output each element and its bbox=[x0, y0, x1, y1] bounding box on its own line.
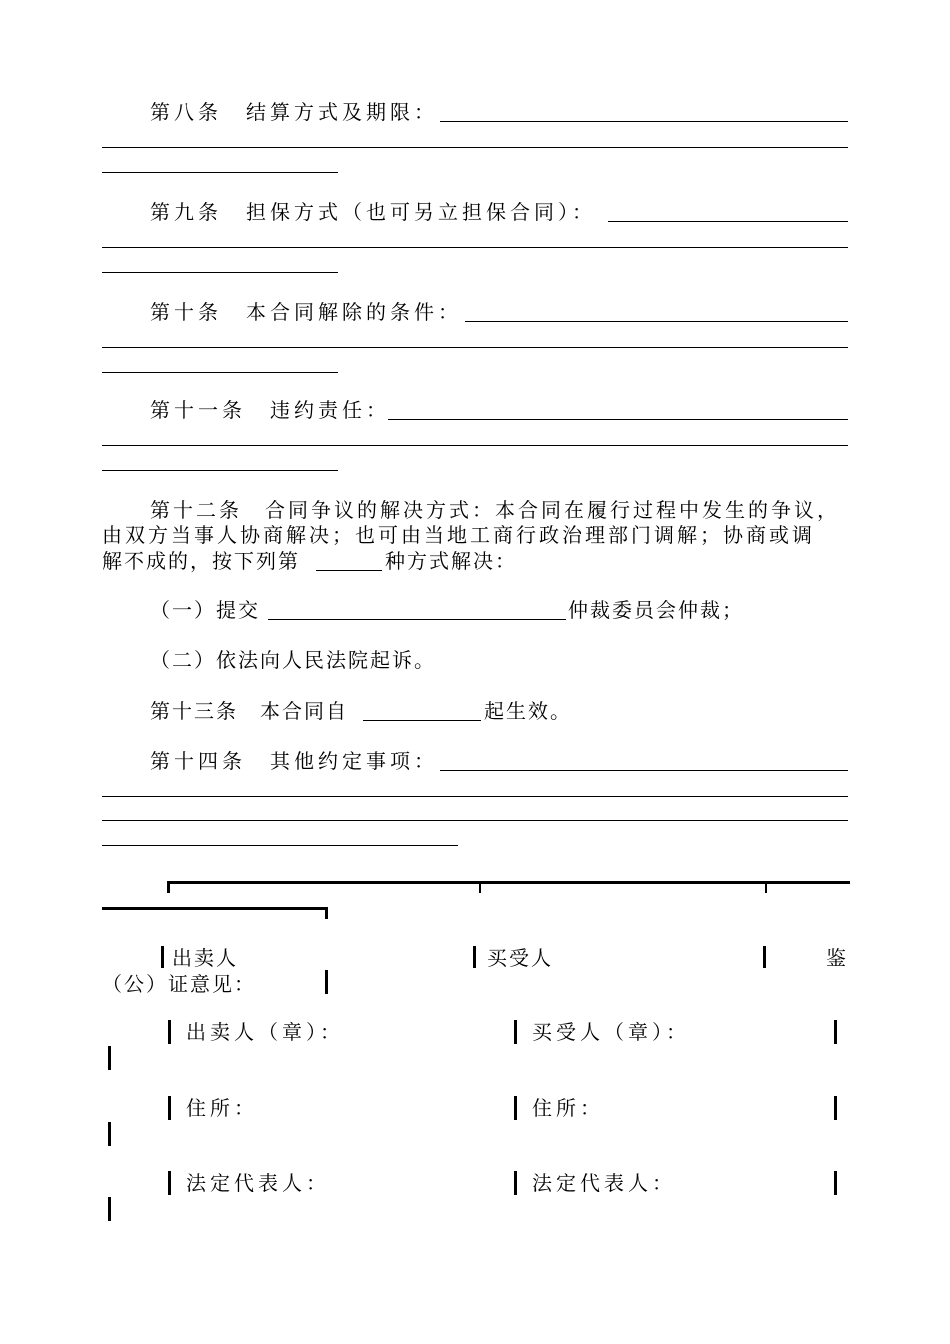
option-1-suffix: 仲裁委员会仲裁； bbox=[568, 598, 744, 622]
clause-8-blank-line-2 bbox=[102, 147, 848, 148]
option-1-prefix: （一）提交 bbox=[150, 598, 260, 622]
seller-rep-label: 法定代表人： bbox=[186, 1171, 330, 1195]
table-second-border bbox=[102, 907, 328, 910]
notary-header: 鉴 bbox=[826, 946, 846, 970]
buyer-seal-label: 买受人（章）： bbox=[532, 1020, 690, 1044]
clause-9-blank-line-2 bbox=[102, 247, 848, 248]
rep-divider-wrap bbox=[108, 1197, 111, 1221]
clause-14-blank bbox=[440, 770, 848, 771]
clause-13-blank bbox=[363, 720, 481, 721]
seal-divider-wrap bbox=[108, 1046, 111, 1070]
clause-10-blank-line-3 bbox=[102, 372, 338, 373]
table-top-left-corner bbox=[167, 881, 170, 893]
clause-12-line-3b: 种方式解决： bbox=[385, 549, 517, 573]
buyer-header: 买受人 bbox=[487, 946, 553, 970]
clause-9-blank-line-3 bbox=[102, 272, 338, 273]
seller-header: 出卖人 bbox=[172, 946, 238, 970]
rep-divider-right bbox=[834, 1171, 837, 1195]
clause-12-line-3a: 解不成的，按下列第 bbox=[102, 549, 300, 573]
clause-14-blank-line-4 bbox=[102, 845, 458, 846]
clause-10-blank bbox=[465, 321, 848, 322]
seller-seal-label: 出卖人（章）： bbox=[186, 1020, 344, 1044]
option-1-blank bbox=[268, 619, 566, 620]
clause-14-blank-line-2 bbox=[102, 796, 848, 797]
seller-address-label: 住所： bbox=[186, 1096, 258, 1120]
clause-13-suffix: 起生效。 bbox=[484, 699, 572, 723]
header-divider-left bbox=[161, 946, 164, 968]
notary-opinion-label: （公）证意见： bbox=[102, 972, 256, 996]
clause-11-blank bbox=[388, 419, 848, 420]
clause-14-label: 第十四条 其他约定事项： bbox=[150, 749, 438, 773]
clause-14-blank-line-3 bbox=[102, 820, 848, 821]
seal-divider-left bbox=[168, 1020, 171, 1044]
option-2: （二）依法向人民法院起诉。 bbox=[150, 648, 436, 672]
clause-9-blank bbox=[608, 221, 848, 222]
buyer-address-label: 住所： bbox=[532, 1096, 604, 1120]
seal-divider-right bbox=[834, 1020, 837, 1044]
header-divider-right bbox=[763, 946, 766, 968]
clause-10-blank-line-2 bbox=[102, 347, 848, 348]
clause-11-blank-line-3 bbox=[102, 470, 338, 471]
clause-11-blank-line-2 bbox=[102, 445, 848, 446]
notary-cell-divider bbox=[325, 970, 328, 994]
buyer-rep-label: 法定代表人： bbox=[532, 1171, 676, 1195]
clause-8-blank bbox=[440, 121, 848, 122]
table-top-tick-2 bbox=[765, 883, 767, 893]
clause-8-label: 第八条 结算方式及期限： bbox=[150, 100, 438, 124]
table-top-border bbox=[167, 881, 850, 884]
rep-divider-mid bbox=[514, 1171, 517, 1195]
rep-divider-left bbox=[168, 1171, 171, 1195]
clause-12-choice-blank bbox=[316, 570, 382, 571]
header-divider-mid bbox=[473, 946, 476, 968]
table-second-right-corner bbox=[325, 907, 328, 919]
clause-12-line-2: 由双方当事人协商解决；也可由当地工商行政治理部门调解；协商或调 bbox=[102, 523, 815, 547]
table-top-tick-1 bbox=[479, 883, 481, 893]
clause-9-label: 第九条 担保方式（也可另立担保合同）： bbox=[150, 200, 596, 224]
address-divider-mid bbox=[514, 1096, 517, 1120]
seal-divider-mid bbox=[514, 1020, 517, 1044]
clause-12-line-1: 第十二条 合同争议的解决方式：本合同在履行过程中发生的争议， bbox=[150, 498, 840, 522]
address-divider-left bbox=[168, 1096, 171, 1120]
clause-8-blank-line-3 bbox=[102, 172, 338, 173]
clause-11-label: 第十一条 违约责任： bbox=[150, 398, 390, 422]
address-divider-wrap bbox=[108, 1122, 111, 1146]
address-divider-right bbox=[834, 1096, 837, 1120]
clause-10-label: 第十条 本合同解除的条件： bbox=[150, 300, 462, 324]
clause-13-prefix: 第十三条 本合同自 bbox=[150, 699, 348, 723]
